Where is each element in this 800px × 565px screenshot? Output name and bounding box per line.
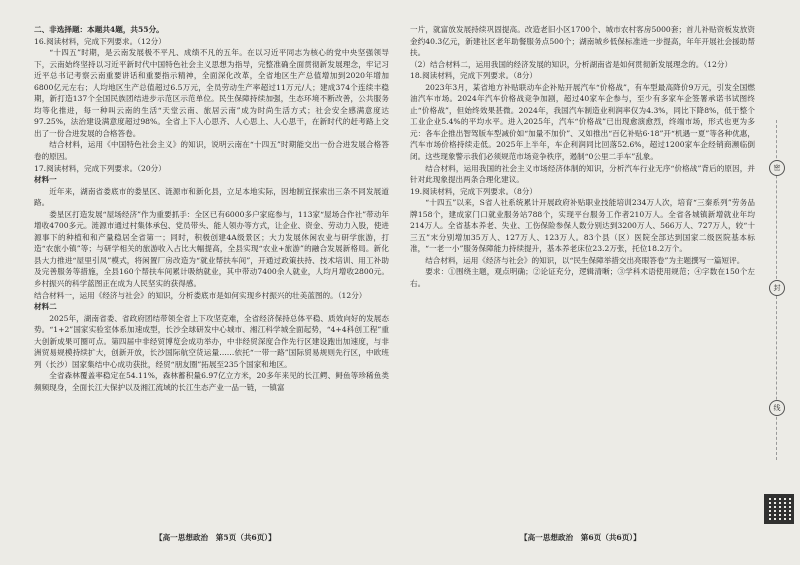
question-19-requirements: 要求：①围绕主题，观点明确；②论证充分，逻辑清晰；③学科术语使用规范；④字数在150个左右。 [410, 267, 755, 289]
question-18-task: 结合材料，运用我国的社会主义市场经济体制的知识，分析汽车行业无序“价格战”背后的原因，并针对此现象提出两条合理化建议。 [410, 163, 755, 185]
question-18-material: 2023年3月，某省地方补贴联动车企补贴开展汽车“价格战”，有车型最高降价9万元，引发全国燃油汽车市场。2024年汽车价格战竞争加剧，超过40家车企参与，至少有多家车企签署承诺书试图终止“价格战”，但始终效果甚微。2024年，我国汽车制造业利润率仅为4.3%，同比下降8%，低于整个工业企业5.4%的平均水平。进入2025年，汽车“价格战”已出现愈演愈烈，终端市场，形式也更为多元：各车企推出智驾版车型减价如“加量不加价”、又如推出“百亿补贴6·18”开“机遇一夏”等各种优惠，汽车市场价格持续走低。2025年上半年，车企利润同比回落52.6%，超过1200家车企经销商濒临倒闭。这些现象警示我们必须规范市场竞争秩序，遏制“0公里二手车”乱象。 [410, 82, 755, 162]
question-19-material: “十四五”以来，S省人社系统累计开展政府补贴职业技能培训234万人次，培育“三秦系列”劳务品牌158个，建成家门口就业服务站788个，实现平台服务工作者210万人。全省各城镇新增就业年均214万人。全省基本养老、失业、工伤保险参保人数分别达到3200万人、566万人、727万人，较“十三五”末分别增加35万人、127万人、123万人。83个县（区）医院全部达到国家二级医院基本标准，“一老一小”服务保障能力持续提升，基本养老床位23.2万张，托位18.2万个。 [410, 198, 755, 254]
seal-mark-middle: 封 [769, 280, 785, 296]
material-2-label: 材料二 [34, 302, 57, 312]
seal-mark-bottom: 线 [769, 400, 785, 416]
footer-right-page-number: 【高一思想政治 第6页（共6页）】 [520, 533, 641, 542]
question-17-material-1-body: 娄星区打造发展“屋场经济”作为重要抓手：全区已有6000多户家庭参与，113家“屋场合作社”带动年增收4700多元。涟源市通过村集体承包、党员带头、能人领办等方式，让企业、资金、劳动力入股，使进源事下的种植和和产量稳居全省第一；同时，积极创建4A级景区；大力发展休闲农业与研学旅游，打造“农旅小镇”等；与研学相关的旅游收入占比大幅提高，全县实现“农业+旅游”的融合发展新格局。新化县大力推进“屋里引凤”模式，将闲置厂房改造为“就业帮扶车间”，开通过政策扶持、技术培训、用工补助及完善服务等措施，全县160个帮扶车间累计吸纳就业，其中带动7400余人就业，人均月增收2800元。乡村振兴的科学蓝图正在成为人民坚实的获得感。 [34, 209, 389, 289]
qr-code-icon [764, 494, 794, 524]
section-title: 二、非选择题：本题共4题，共55分。 [34, 25, 164, 34]
seal-mark-top: 密 [769, 160, 785, 176]
question-17-material-2-continued: 全省森林覆盖率稳定在54.11%，森林蓄积量6.97亿立方米，20多年来见的长江鳄、鲟鱼等珍稀鱼类频频现身，全面长江大保护以及湘江流域的长江生态产业一品一链，一镇富 [34, 371, 389, 392]
question-16-header: 16.阅读材料，完成下列要求。（12分） [34, 36, 166, 46]
footer-left-page-number: 【高一思想政治 第5页（共6页）】 [155, 533, 276, 542]
question-17-material-2-body: 2025年，湖南省委、省政府团结带领全省上下攻坚克难，全省经济保持总体平稳、质效向好的发展态势。“1+2”国家实验室体系加速成型，长沙全球研发中心城市、湘江科学城全面起势，“4+4科创工程”重大创新成果可圈可点。第四届中非经贸博览会成功举办，中非经贸深度合作先行区建设跑出加速度，与非洲贸易规模持续扩大，创新开放，长沙国际航空货运量……依托“一带一路”国际贸易规则先行区，中欧班列（长沙）国家集结中心成功获批，经贸“朋友圈”拓展至235个国家和地区。 [34, 313, 389, 369]
question-19-task: 结合材料，运用《经济与社会》的知识，以“民生保障举措交出亮眼答卷”为主题撰写一篇短评。 [425, 255, 745, 265]
question-19-header: 19.阅读材料，完成下列要求。（8分） [410, 186, 538, 196]
question-16-material: “十四五”时期，是云南发展极不平凡、成绩不凡的五年。在以习近平同志为核心的党中央坚强领导下，云南始终坚持以习近平新时代中国特色社会主义思想为指导，完整准确全面贯彻新发展理念，牢记习近平总书记考察云南重要讲话和重要指示精神，全面深化改革，全省地区生产总值增加到2020年增加6800亿元左右；人均地区生产总值超过6.5万元，全员劳动生产率超过11万元/人；建成374个连续丰稳期，新打造137个全国民族团结进步示范区示范单位。民生保障持续加强，生态环境不断改善，公共服务均等化推进，每一种叫云南的生活“天堂云南、旅居云南”成为时尚生活方式；社会安全感满意度达97.25%，法治建设满意度超过98%。全省上下人心思齐、人心思上、人心思干，在新时代的赶考路上交出了一份合进发展的合格答卷。 [34, 48, 389, 138]
question-18-header: 18.阅读材料，完成下列要求。（8分） [410, 71, 538, 81]
question-17-task-1: 结合材料一，运用《经济与社会》的知识，分析娄底市是如何实现乡村振兴的壮美蓝图的。（12分） [34, 290, 367, 300]
question-17-material-1-intro: 近年来，湖南省娄底市的娄星区、涟源市和新化县，立足本地实际，因地制宜探索出三条不同发展道路。 [34, 186, 389, 208]
question-17-task-2: （2）结合材料二，运用我国的经济发展的知识，分析湖南省是如何贯彻新发展理念的。（12分） [410, 59, 733, 69]
question-16-task: 结合材料，运用《中国特色社会主义》的知识，说明云南在“十四五”时期能交出一份合进发展合格答卷的原因。 [34, 140, 389, 162]
question-17-material-2-end: 一片，就富放发展持续巩固提高。改造老旧小区1700个、城市农村客房5000套；首儿补贴资板发放资金约40.3亿元，新建社区老年助餐服务点500个；湖南城乡低保标准进一步提高，年年开展社会援助帮扶。 [410, 25, 755, 58]
question-17-header: 17.阅读材料，完成下列要求。（20分） [34, 163, 166, 173]
material-1-label: 材料一 [34, 175, 57, 185]
right-page [410, 24, 755, 290]
left-page [34, 24, 389, 394]
